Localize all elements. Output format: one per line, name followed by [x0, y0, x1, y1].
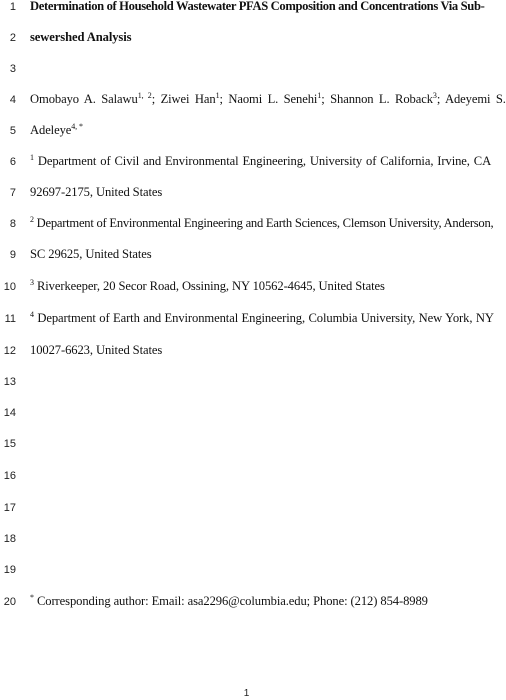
author-name: Adeyemi S.: [444, 92, 506, 106]
line-number: 7: [9, 187, 16, 199]
line-number: 4: [9, 94, 16, 106]
affiliation-1-cont: 92697-2175, United States: [30, 185, 163, 199]
affiliation-marker: 1: [317, 91, 322, 100]
line-number: 9: [9, 249, 16, 261]
affiliation-1: $^1$ Department of Civil and Environmental Engineering, University of California, Irvine, CA: [30, 153, 492, 168]
author-name: Shannon L. Roback: [330, 92, 433, 106]
line-number: 8: [9, 218, 16, 230]
line-number: 19: [3, 564, 16, 576]
line-number: 5: [9, 125, 16, 137]
paper-title-line-1: Determination of Household Wastewater PFAS Composition and Concentrations Via Sub-: [30, 0, 485, 13]
author-name: Ziwei Han: [160, 92, 216, 106]
affiliation-marker: 4, *: [71, 122, 83, 131]
corresponding-author: * Corresponding author: Email: asa2296@columbia.edu; Phone: (212) 854-8989: [30, 593, 428, 608]
affiliation-number: 4: [30, 310, 34, 319]
line-number: 2: [9, 32, 16, 44]
line-number: 14: [3, 407, 16, 419]
affiliation-2: $^2$ Department of Environmental Engineering and Earth Sciences, Clemson University, Anderson,: [30, 215, 494, 230]
line-number: 3: [9, 63, 16, 75]
affiliation-number: 3: [30, 278, 34, 287]
author-name: Omobayo A. Salawu: [30, 92, 138, 106]
line-number: 1: [9, 1, 16, 13]
line-number: 17: [3, 502, 16, 514]
author-list-line-2: [30, 123, 493, 138]
line-number: 16: [3, 470, 16, 482]
line-number: 18: [3, 533, 16, 545]
author-list-line-1: Omobayo A. Salawu$^{1, 2}$; Ziwei Han$^1$; Naomi L. Senehi$^1$; Shannon L. Roback$^3$; Adeyemi S.: [30, 91, 506, 106]
affiliation-number: 2: [30, 215, 34, 224]
paper-title-line-2: sewershed Analysis: [30, 30, 132, 44]
affiliation-4-cont: 10027-6623, United States: [30, 343, 163, 357]
line-number: 6: [9, 156, 16, 168]
line-number: 10: [3, 281, 16, 293]
author-name: Adeleye: [30, 123, 72, 137]
line-number: 13: [3, 376, 16, 388]
affiliation-3: $^3$ Riverkeeper, 20 Secor Road, Ossining, NY 10562-4645, United States: [30, 278, 385, 293]
line-number: 20: [3, 596, 16, 608]
line-number: 11: [4, 313, 16, 325]
author-name: Naomi L. Senehi: [228, 92, 318, 106]
affiliation-marker: 1: [215, 91, 220, 100]
line-number: 12: [3, 345, 16, 357]
affiliation-marker: 3: [432, 91, 437, 100]
affiliation-marker: 1, 2: [137, 91, 152, 100]
corresponding-marker: *: [30, 593, 34, 602]
affiliation-2-cont: SC 29625, United States: [30, 247, 152, 261]
affiliation-4: $^4$ Department of Earth and Environmental Engineering, Columbia University, New York, NY: [30, 310, 494, 325]
page-number: 1: [243, 688, 250, 699]
affiliation-number: 1: [30, 153, 34, 162]
line-number: 15: [3, 438, 16, 450]
